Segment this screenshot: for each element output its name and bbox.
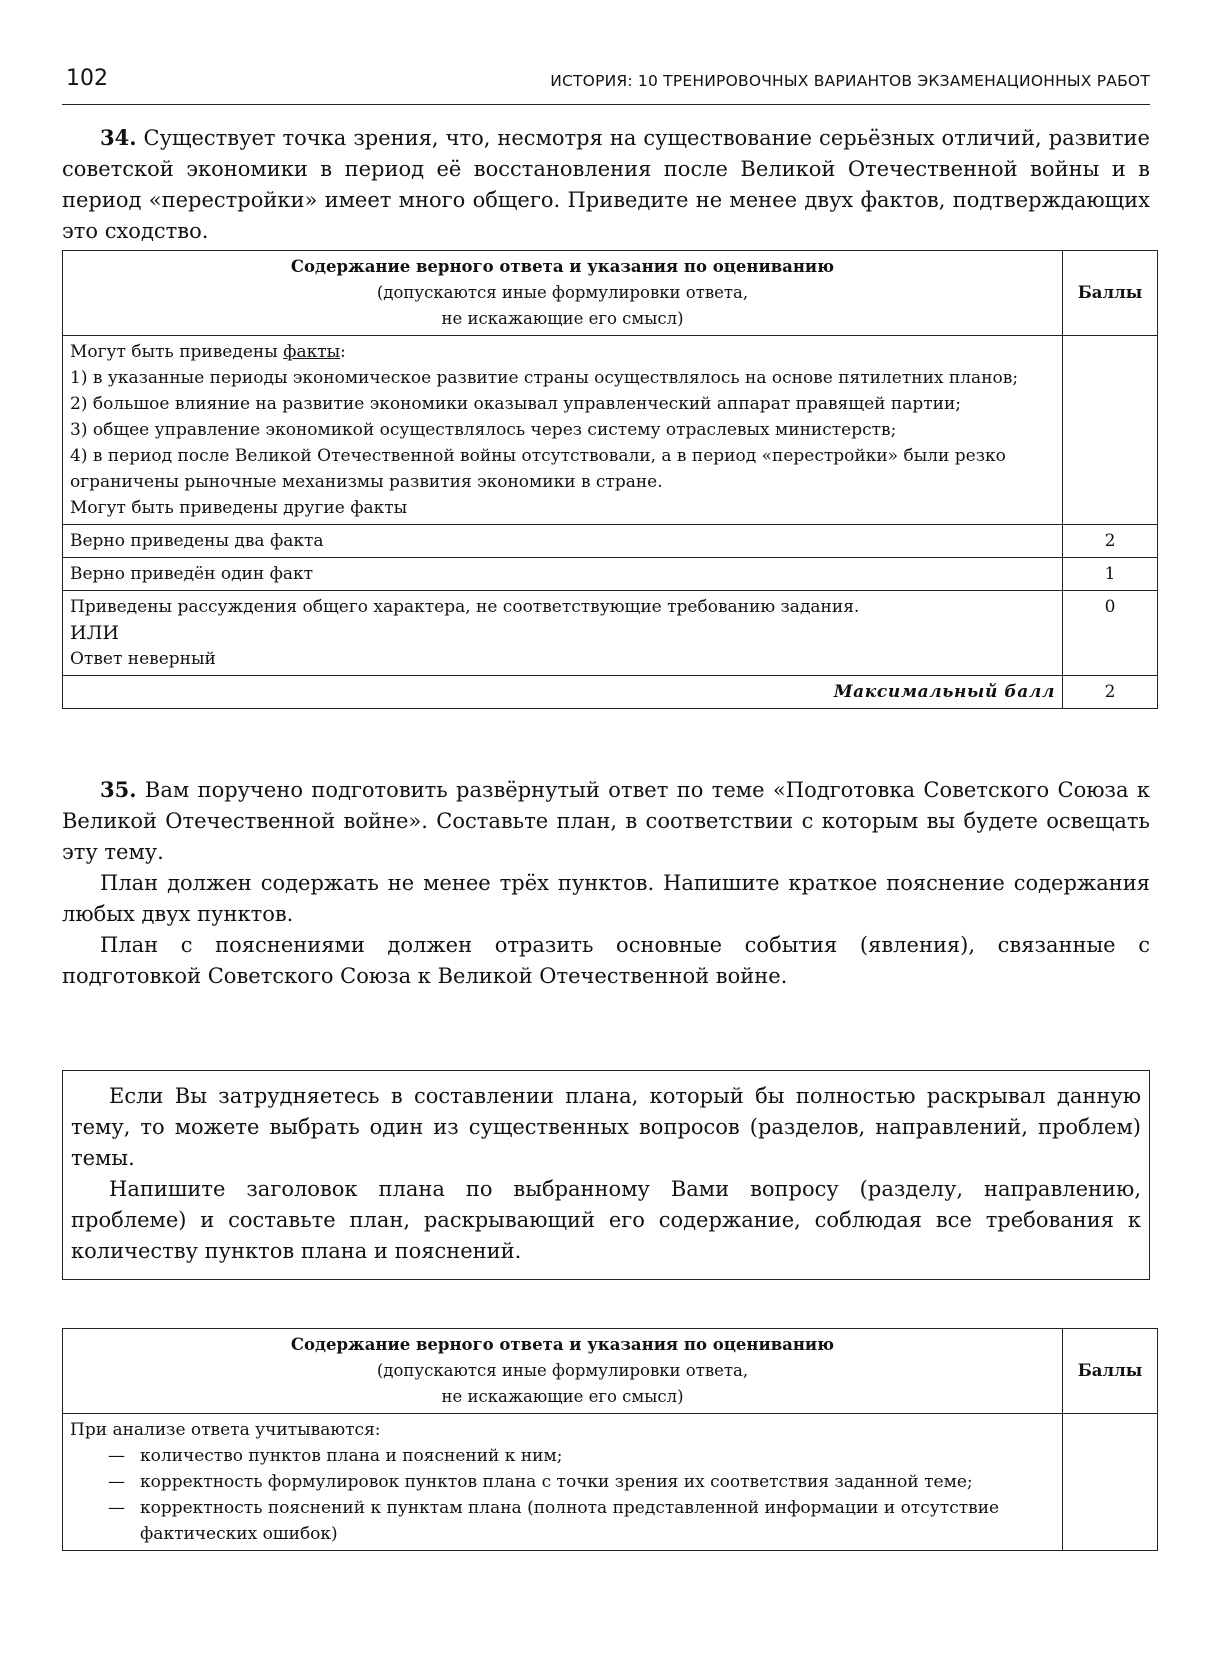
task-35-number: 35. <box>100 777 137 802</box>
grading-table-35 <box>62 1328 1158 1551</box>
score-header: Баллы <box>1063 251 1158 336</box>
content-header <box>63 251 1063 336</box>
task-35 <box>62 774 1150 992</box>
criterion-zero-line1: Приведены рассуждения общего характера, не соответствующие требованию задания. <box>70 597 860 617</box>
criterion-text: Верно приведены два факта <box>63 525 1063 558</box>
content-header <box>63 1329 1063 1414</box>
criteria-cell <box>63 1414 1063 1551</box>
task-34 <box>62 122 1150 247</box>
table-header-row <box>63 251 1158 336</box>
task-34-text: Существует точка зрения, что, несмотря на существование серьёзных отличий, развитие советской экономики в период её восстановления после Великой Отечественной войны и в период «перестройки» имеет много общего. Приведите не менее двух фактов, подтверждающих это сходство. <box>62 126 1150 243</box>
page-header <box>62 60 1150 105</box>
score-cell-empty <box>1063 336 1158 525</box>
notice-paragraph: Если Вы затрудняетесь в составлении плана, который бы полностью раскрывал данную тему, то можете выбрать один из существенных вопросов (разделов, направлений, проблем) темы. <box>71 1084 1141 1170</box>
table-row <box>63 591 1158 676</box>
content-header-title: Содержание верного ответа и указания по оцениванию <box>290 1335 835 1354</box>
content-header-note-2: не искажающие его смысл) <box>441 309 684 328</box>
fact-item: 3) общее управление экономикой осуществлялось через систему отраслевых министерств; <box>70 420 897 440</box>
criterion-score: 1 <box>1063 558 1158 591</box>
notice-box <box>62 1070 1150 1280</box>
score-cell-empty <box>1063 1414 1158 1551</box>
content-header-note: (допускаются иные формулировки ответа, <box>376 1361 749 1380</box>
task-35-text: Вам поручено подготовить развёрнутый ответ по теме «Подготовка Советского Союза к Великой Отечественной войне». Составьте план, в соответствии с которым вы будете освещать эту тему. <box>62 778 1150 864</box>
task-34-number: 34. <box>100 125 137 150</box>
fact-item: 2) большое влияние на развитие экономики оказывал управленческий аппарат правящей партии; <box>70 394 962 414</box>
criteria-row <box>63 1414 1158 1551</box>
list-item: — корректность пояснений к пунктам плана (полнота представленной информации и отсутствие фактических ошибок) <box>70 1495 1055 1547</box>
list-item: — количество пунктов плана и пояснений к ним; <box>70 1443 1055 1469</box>
criterion-score: 2 <box>1063 525 1158 558</box>
criterion-text: Верно приведён один факт <box>63 558 1063 591</box>
criteria-cell <box>63 336 1063 525</box>
criterion-zero-cell <box>63 591 1063 676</box>
criteria-row <box>63 336 1158 525</box>
fact-item: 4) в период после Великой Отечественной войны отсутствовали, а в период «перестройки» были резко ограничены рыночные механизмы развития экономики в стране. <box>70 446 1006 492</box>
content-header-note: (допускаются иные формулировки ответа, <box>376 283 749 302</box>
criterion-zero-line2: Ответ неверный <box>70 649 216 669</box>
max-score-value: 2 <box>1063 676 1158 709</box>
table-row <box>63 525 1158 558</box>
running-title: ИСТОРИЯ: 10 ТРЕНИРОВОЧНЫХ ВАРИАНТОВ ЭКЗАМЕНАЦИОННЫХ РАБОТ <box>550 72 1150 90</box>
table-row <box>63 558 1158 591</box>
content-header-note-2: не искажающие его смысл) <box>441 1387 684 1406</box>
other-facts-note: Могут быть приведены другие факты <box>70 498 408 518</box>
list-item: — корректность формулировок пунктов плана с точки зрения их соответствия заданной теме; <box>70 1469 1055 1495</box>
criterion-or: ИЛИ <box>70 622 119 644</box>
max-score-row <box>63 676 1158 709</box>
task-35-paragraph: План с пояснениями должен отразить основные события (явления), связанные с подготовкой Советского Союза к Великой Отечественной войне. <box>62 933 1150 988</box>
notice-paragraph: Напишите заголовок плана по выбранному Вами вопросу (разделу, направлению, проблеме) и составьте план, раскрывающий его содержание, соблюдая все требования к количеству пунктов плана и пояснений. <box>71 1177 1141 1263</box>
facts-intro: Могут быть приведены факты: <box>70 342 346 362</box>
score-header: Баллы <box>1063 1329 1158 1414</box>
analysis-intro: При анализе ответа учитываются: <box>70 1420 381 1440</box>
content-header-title: Содержание верного ответа и указания по оцениванию <box>290 257 835 276</box>
grading-table-34 <box>62 250 1158 709</box>
page-number: 102 <box>66 66 108 91</box>
table-header-row <box>63 1329 1158 1414</box>
criterion-score: 0 <box>1063 591 1158 676</box>
analysis-list <box>70 1443 1055 1547</box>
fact-item: 1) в указанные периоды экономическое развитие страны осуществлялось на основе пятилетних планов; <box>70 368 1019 388</box>
task-35-paragraph: План должен содержать не менее трёх пунктов. Напишите краткое пояснение содержания любых двух пунктов. <box>62 871 1150 926</box>
max-score-label: Максимальный балл <box>63 676 1063 709</box>
